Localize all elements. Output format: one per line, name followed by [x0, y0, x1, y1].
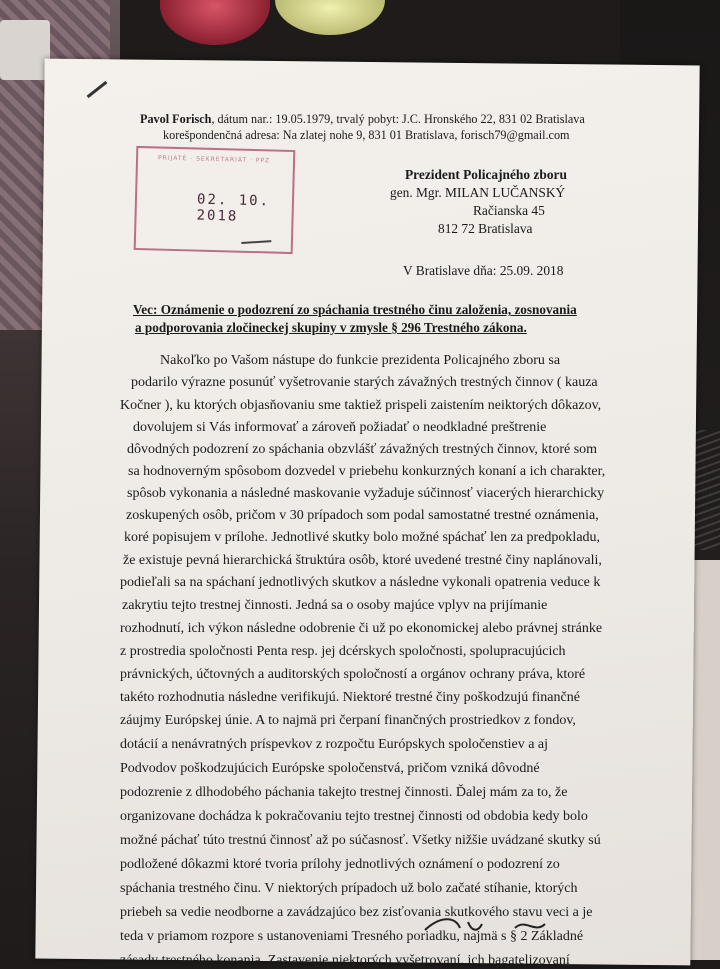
sender-line-2: korešpondenčná adresa: Na zlatej nohe 9, 831 01 Bratislava, forisch79@gmail.com [163, 128, 570, 142]
place-date: V Bratislave dňa: 25.09. 2018 [403, 263, 564, 278]
body-line: zakrytiu tejto trestnej činnosti. Jedná sa o osoby majúce vplyv na prijímanie [122, 598, 548, 613]
body-line: záujmy Európskej únie. A to najmä pri čerpaní finančných prostriedkov z fondov, [120, 713, 576, 728]
body-line: rozhodnutí, ich výkon následne odobrenie či už po ekonomickej alebo právnej stránke [120, 621, 603, 636]
recipient-city: 812 72 Bratislava [438, 221, 533, 236]
sender-name: Pavol Forisch [140, 112, 212, 126]
body-line: zoskupených osôb, pričom v 30 prípadoch som podal samostatné trestné oznámenia, [126, 508, 599, 523]
red-candle [160, 0, 270, 45]
stamp-header-text: PRIJATÉ · SEKRETARIÁT · PPZ [157, 154, 271, 165]
body-line: podozrenie z dlhodobého páchania takejto trestnej činnosti. Ďalej mám za to, že [120, 785, 568, 800]
body-line: priebeh sa vedie neodborne a zavádzajúco bez zisťovania skutkového stavu veci a je [120, 905, 593, 920]
body-line: z prostredia spoločnosti Penta resp. jej dcérskych spoločnosti, spolupracujúcich [120, 644, 566, 659]
sender-line-1 [140, 112, 585, 127]
body-line: dovolujem si Vás informovať a zároveň požiadať o neodkladné preštrenie [133, 420, 547, 435]
body-line: Kočner ), ku ktorých objasňovaniu sme taktiež prispeli zaistením neiktorých dôkazov, [120, 398, 602, 413]
recipient-name: gen. Mgr. MILAN LUČANSKÝ [390, 185, 566, 200]
body-line: takéto rozhodnutia následne verifikujú. Niektoré trestné činy poškodzujú finančné [120, 690, 580, 705]
recipient-street: Račianska 45 [473, 203, 545, 218]
body-line: zásady trestného konania. Zastavenie niektorých vyšetrovaní, ich bagatelizovaní [120, 953, 570, 968]
paper-stack [690, 560, 720, 960]
body-line: spáchania trestného činu. V niektorých prípadoch už bolo začaté stíhanie, ktorých [120, 881, 578, 896]
body-line: Podvodov poškodzujúcich Európske spoločenstvá, pričom vzniká dôvodné [120, 761, 540, 776]
body-line: teda v priamom rozpore s ustanoveniami Tresného poriadku, najmä s § 2 Základné [120, 929, 584, 944]
stamp-date: 02. 10. 2018 [196, 191, 271, 225]
recipient-title: Prezident Policajného zboru [405, 167, 567, 182]
sender-details: , dátum nar.: 19.05.1979, trvalý pobyt: J.C. Hronského 22, 831 02 Bratislava [211, 112, 585, 126]
white-object [0, 20, 50, 80]
body-line: sa hodnoverným spôsobom dozvedel v priebehu konkurzných konaní a ich charakter, [128, 464, 606, 479]
body-line: podieľali sa na spáchaní jednotlivých skutkov a následne vykonali opatrenia veduce k [120, 575, 601, 590]
body-line: právnických, účtovných a auditorských spoločností a orgánov ochrany práva, ktoré [120, 667, 586, 682]
body-line: organizovane dochádza k pokračovaniu tejto trestnej činnosti od obdobia kedy bolo [120, 809, 588, 824]
body-line: podarilo výrazne posunúť vyšetrovanie starých závažných trestných činnov ( kauza [131, 375, 598, 390]
yellow-candle [275, 0, 385, 35]
subject-line-2: a podporovania zločineckej skupiny v zmysle § 296 Trestného zákona. [135, 320, 527, 335]
body-line: spôsob vykonania a následné maskovanie vyžaduje súčinnosť viacerých hierarchicky [127, 486, 605, 501]
body-line: Nakoľko po Vašom nástupe do funkcie prezidenta Policajného zboru sa [160, 353, 561, 368]
body-line: podložené dôkazmi ktoré tvoria prílohy jednotlivých oznámení o podozrení zo [120, 857, 560, 872]
subject-line-1: Vec: Oznámenie o podozrení zo spáchania trestného činu založenia, zosnovania [133, 302, 577, 317]
body-line: dôvodných podozrení zo spáchania obzvlášť závažných trestných činnov, ktoré som [127, 442, 598, 457]
body-line: dotácií a nenávratných príspevkov z rozpočtu Európskych spoločenstiev a aj [120, 737, 549, 752]
body-line: možné páchať túto trestnú činnosť až po súčasnosť. Všetky nižšie uvádzané skutky sú [120, 833, 601, 848]
body-line: koré popisujem v prílohe. Jednotlivé skutky bolo možné spáchať len za predpokladu, [124, 530, 601, 545]
handwritten-signature [420, 908, 580, 938]
body-line: že existuje pevná hierarchická štruktúra osôb, ktoré uvedené trestné činy naplánovali, [123, 553, 602, 568]
registry-stamp [134, 146, 296, 254]
stamp-initials [241, 230, 272, 244]
